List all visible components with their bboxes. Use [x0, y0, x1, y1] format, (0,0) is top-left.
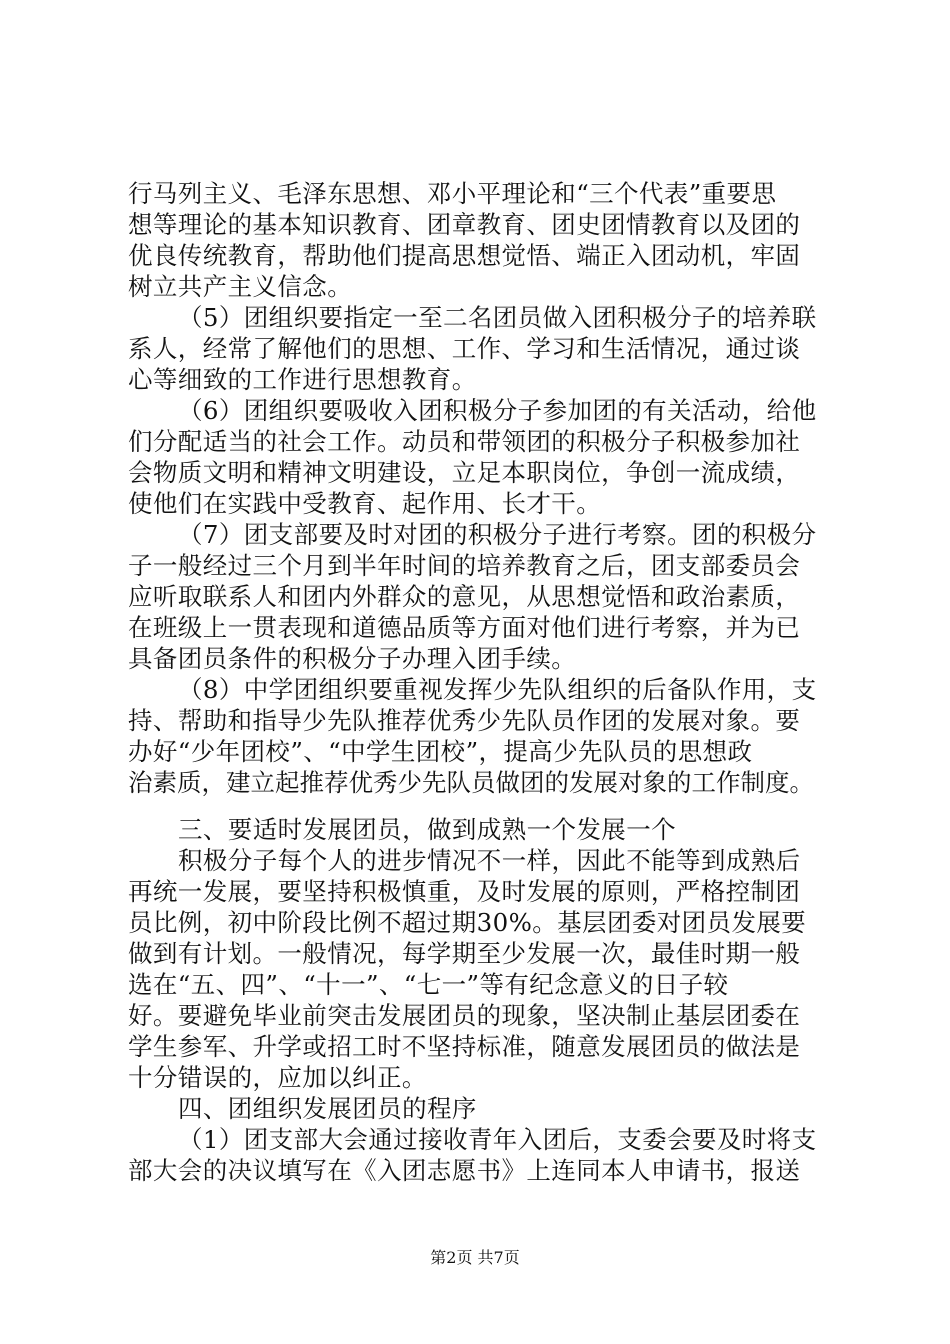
paragraph-start-line: 积极分子每个人的进步情况不一样，因此不能等到成熟后 [178, 846, 801, 875]
text-line: 具备团员条件的积极分子办理入团手续。 [128, 644, 577, 673]
text-line: 使他们在实践中受教育、起作用、长才干。 [128, 489, 602, 518]
text-line: 系人，经常了解他们的思想、工作、学习和生活情况，通过谈 [128, 334, 801, 363]
text-line: 子一般经过三个月到半年时间的培养教育之后，团支部委员会 [128, 551, 801, 580]
text-line: 们分配适当的社会工作。动员和带领团的积极分子积极参加社 [128, 427, 801, 456]
text-line: 学生参军、升学或招工时不坚持标准，随意发展团员的做法是 [128, 1032, 801, 1061]
text-line: 再统一发展，要坚持积极慎重，及时发展的原则，严格控制团 [128, 877, 801, 906]
text-line: 选在“五、四”、“十一”、“七一”等有纪念意义的日子较 [128, 970, 729, 999]
text-line: 心等细致的工作进行思想教育。 [128, 365, 477, 394]
text-line: 办好“少年团校”、“中学生团校”，提高少先队员的思想政 [128, 737, 753, 766]
text-line: 治素质，建立起推荐优秀少先队员做团的发展对象的工作制度。 [128, 768, 814, 797]
text-line: 行马列主义、毛泽东思想、邓小平理论和“三个代表”重要思 [128, 179, 777, 208]
paragraph-start-line: （5）团组织要指定一至二名团员做入团积极分子的培养联 [178, 303, 817, 332]
text-line: 员比例，初中阶段比例不超过期30%。基层团委对团员发展要 [128, 908, 807, 937]
text-line: 应听取联系人和团内外群众的意见，从思想觉悟和政治素质， [128, 582, 801, 611]
section-heading: 三、要适时发展团员，做到成熟一个发展一个 [178, 815, 676, 844]
text-line: 在班级上一贯表现和道德品质等方面对他们进行考察，并为已 [128, 613, 801, 642]
text-line: 树立共产主义信念。 [128, 272, 353, 301]
paragraph-start-line: （8）中学团组织要重视发挥少先队组织的后备队作用，支 [178, 675, 817, 704]
paragraph-start-line: （6）团组织要吸收入团积极分子参加团的有关活动，给他 [178, 396, 817, 425]
text-line: 做到有计划。一般情况，每学期至少发展一次，最佳时期一般 [128, 939, 801, 968]
paragraph-start-line: （1）团支部大会通过接收青年入团后，支委会要及时将支 [178, 1125, 817, 1154]
text-line: 十分错误的，应加以纠正。 [128, 1063, 427, 1092]
text-line: 优良传统教育，帮助他们提高思想觉悟、端正入团动机，牢固 [128, 241, 801, 270]
text-line: 会物质文明和精神文明建设，立足本职岗位，争创一流成绩， [128, 458, 801, 487]
text-line: 持、帮助和指导少先队推荐优秀少先队员作团的发展对象。要 [128, 706, 801, 735]
text-line: 好。要避免毕业前突击发展团员的现象，坚决制止基层团委在 [128, 1001, 801, 1030]
section-heading: 四、团组织发展团员的程序 [178, 1094, 477, 1123]
paragraph-start-line: （7）团支部要及时对团的积极分子进行考察。团的积极分 [178, 520, 817, 549]
text-line: 想等理论的基本知识教育、团章教育、团史团情教育以及团的 [128, 210, 801, 239]
text-line: 部大会的决议填写在《入团志愿书》上连同本人申请书，报送 [128, 1156, 801, 1185]
page-number-footer: 第2页 共7页 [430, 1248, 520, 1267]
